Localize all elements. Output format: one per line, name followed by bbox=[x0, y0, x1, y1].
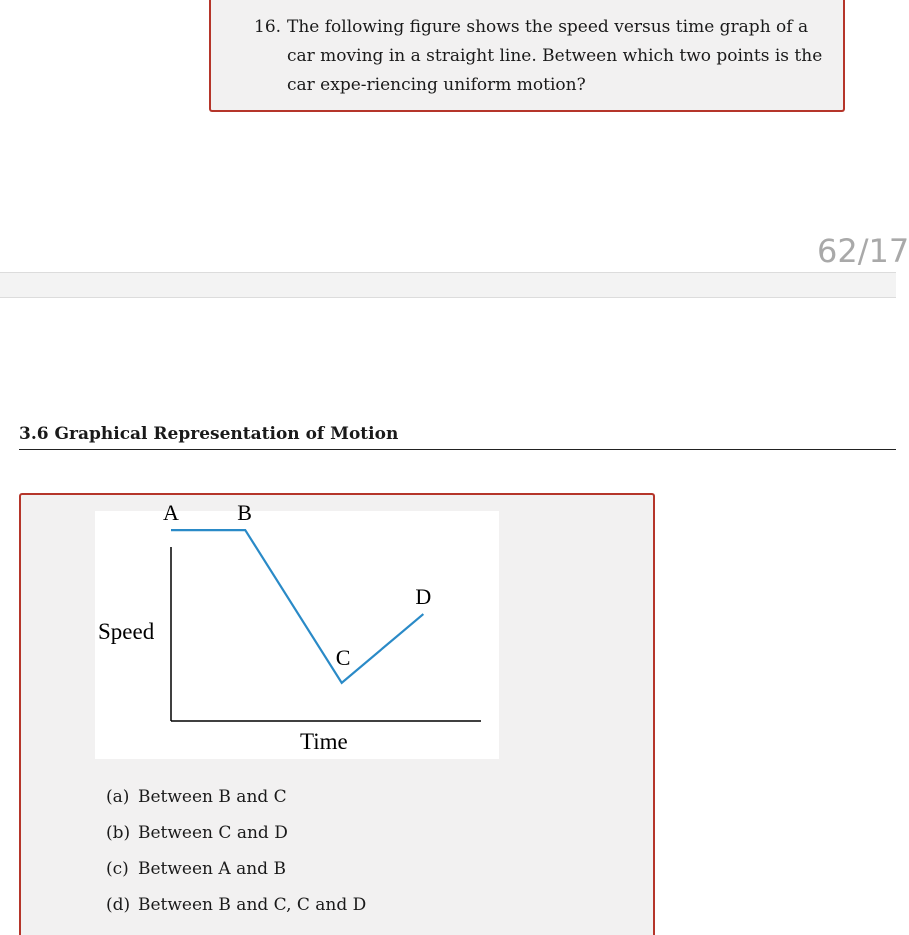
y-axis-label: Speed bbox=[98, 619, 155, 644]
option-b-label: (b) bbox=[106, 823, 131, 843]
option-d[interactable] bbox=[106, 895, 366, 915]
section-rule bbox=[19, 449, 896, 450]
option-a[interactable] bbox=[106, 787, 287, 807]
speed-time-graph bbox=[95, 500, 499, 759]
option-d-label: (d) bbox=[106, 895, 131, 915]
question-text: The following figure shows the speed versus time graph of a car moving in a straight line. Between which two points is the car expe-riencing uniform motion? bbox=[287, 17, 823, 95]
question-number: 16. bbox=[254, 17, 282, 37]
point-label-d: D bbox=[415, 584, 432, 610]
point-label-c: C bbox=[335, 644, 351, 670]
option-b[interactable] bbox=[106, 823, 288, 843]
graph-svg bbox=[95, 500, 499, 759]
option-a-text: Between B and C bbox=[138, 787, 287, 807]
section-heading: 3.6 Graphical Representation of Motion bbox=[19, 424, 399, 444]
option-d-text: Between B and C, C and D bbox=[138, 895, 367, 915]
speed-series-line bbox=[171, 530, 423, 683]
option-c[interactable] bbox=[106, 859, 286, 879]
point-label-a: A bbox=[163, 500, 179, 526]
point-label-b: B bbox=[237, 500, 252, 526]
page-number: 62/17 bbox=[817, 232, 909, 270]
x-axis-label: Time bbox=[300, 729, 348, 754]
option-b-text: Between C and D bbox=[138, 823, 288, 843]
point-labels bbox=[163, 500, 431, 670]
option-c-label: (c) bbox=[106, 859, 129, 879]
option-a-label: (a) bbox=[106, 787, 130, 807]
page-divider bbox=[0, 272, 896, 298]
question-box bbox=[209, 0, 845, 112]
figure-box bbox=[19, 493, 655, 935]
option-c-text: Between A and B bbox=[138, 859, 286, 879]
